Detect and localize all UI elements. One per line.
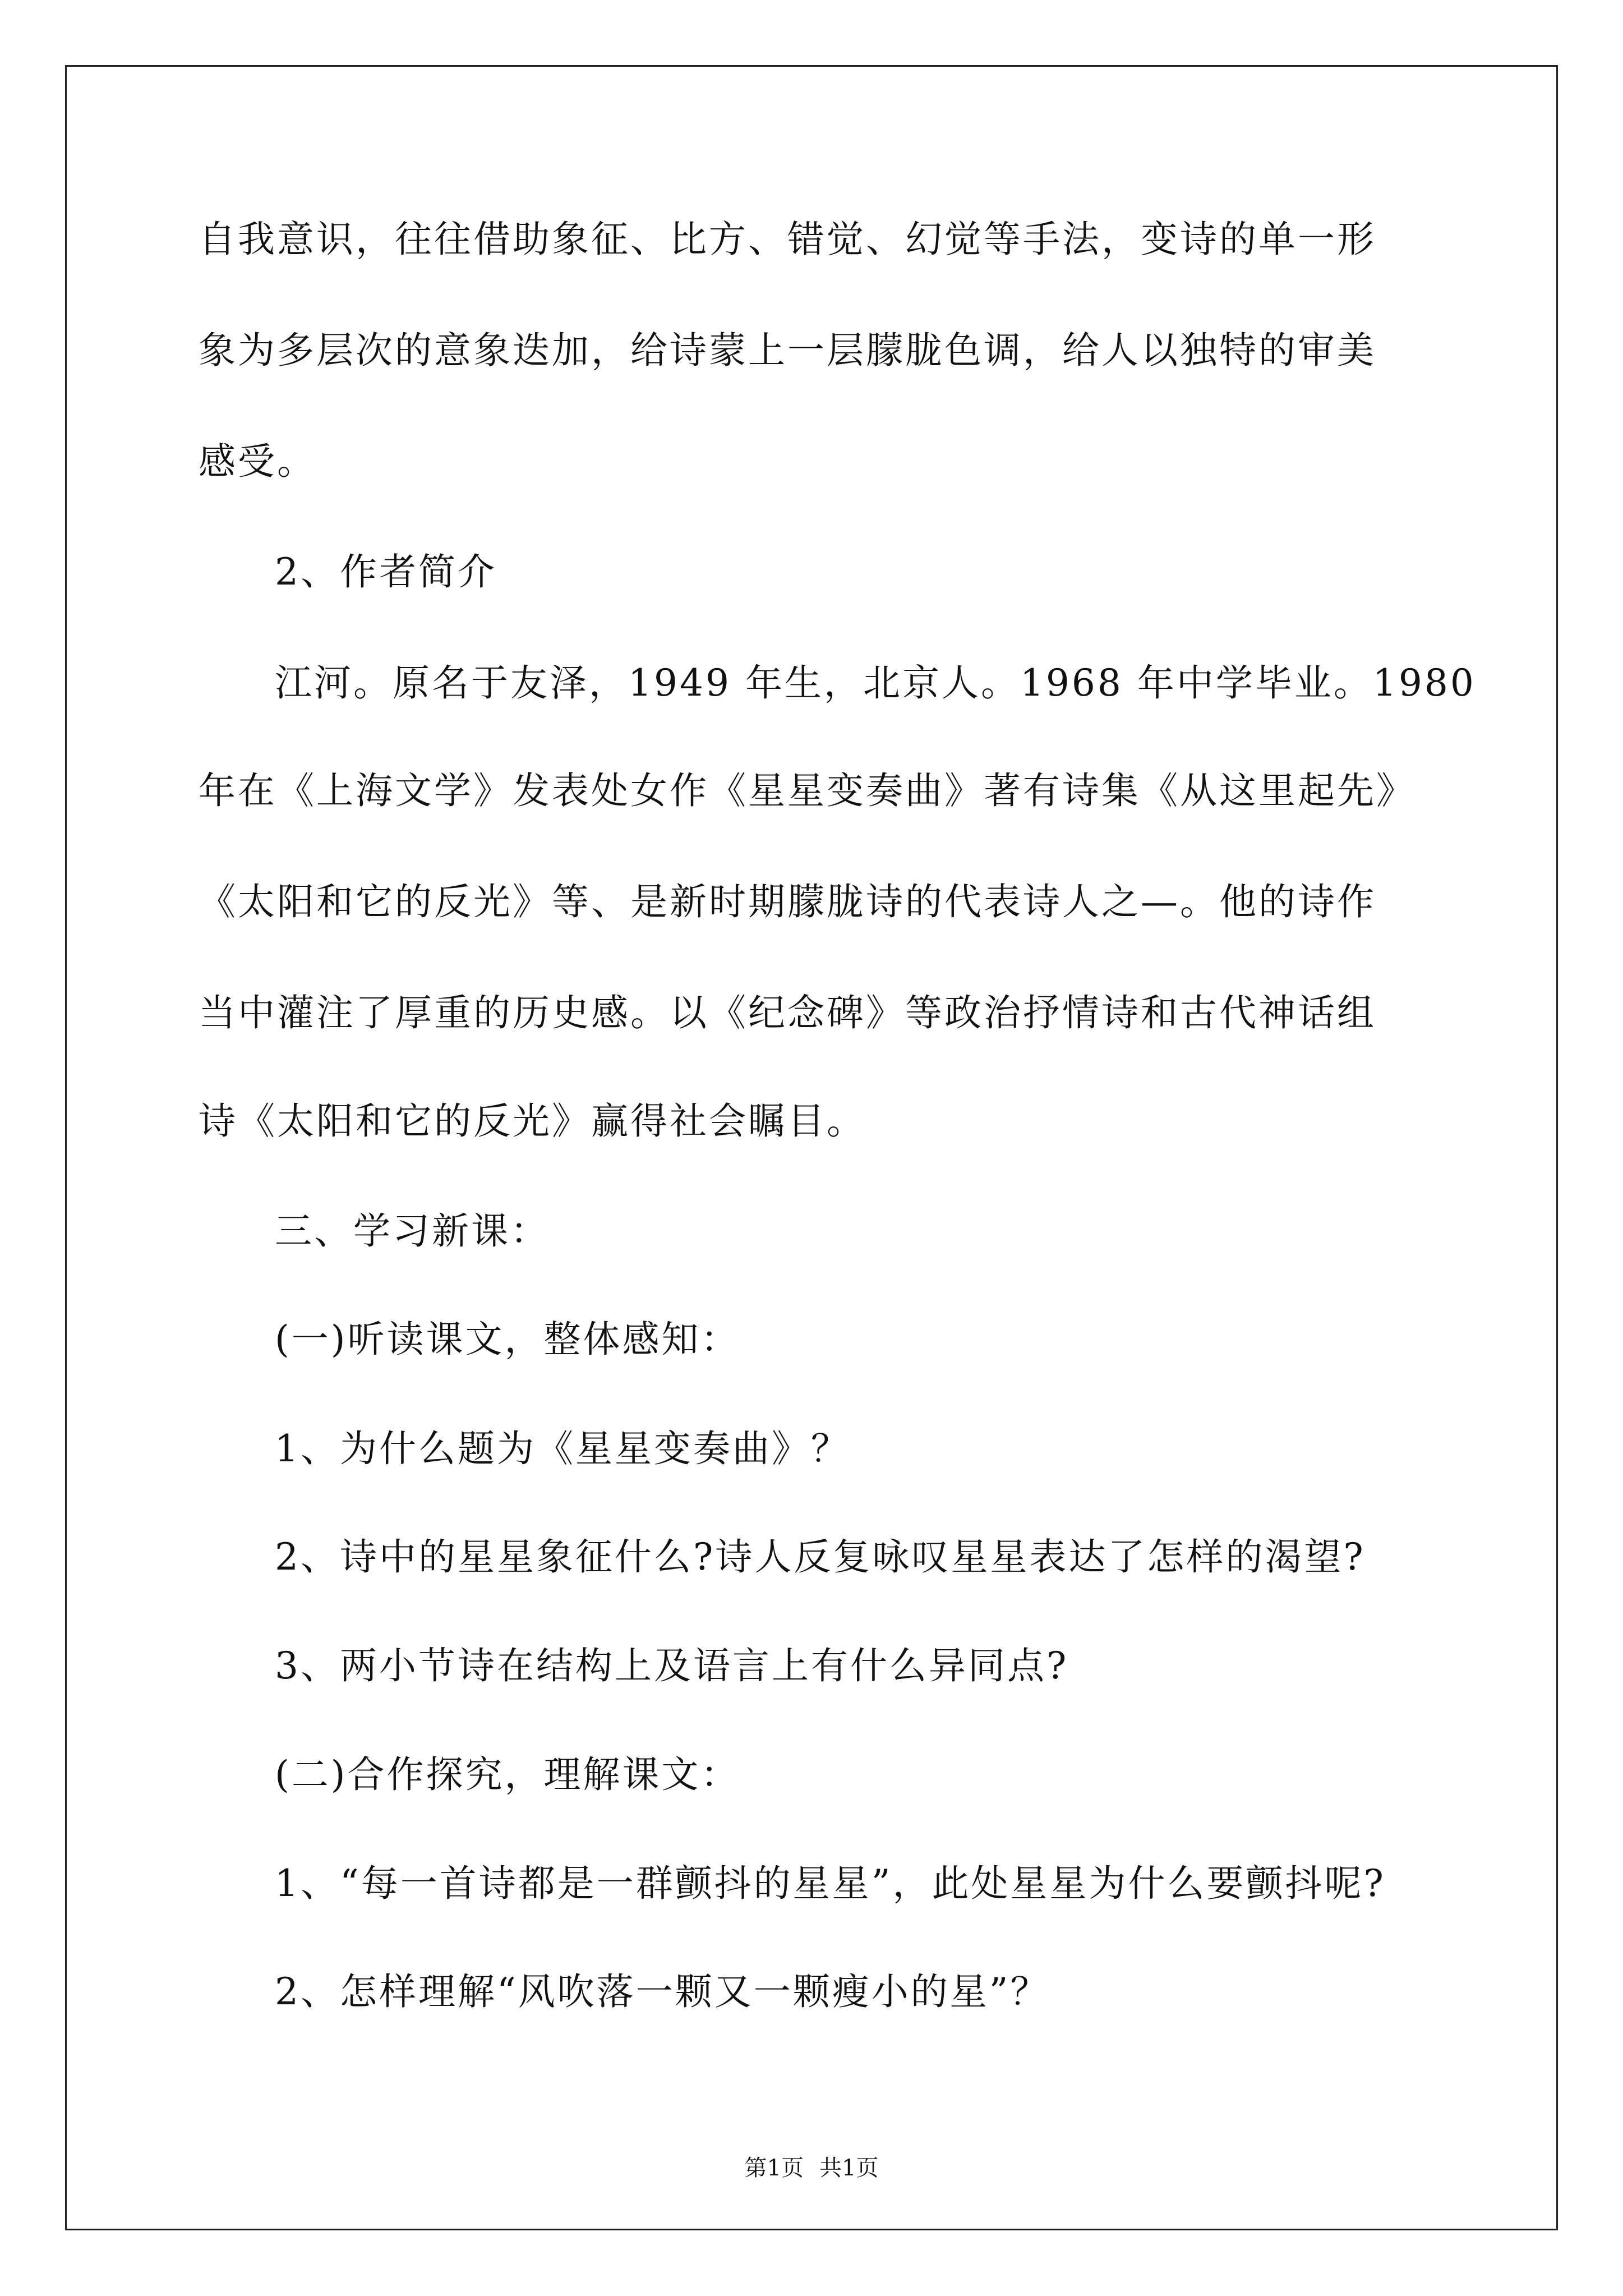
subsection-heading: (二)合作探究，理解课文： (275, 1753, 740, 1796)
question-item: 1、“每一首诗都是一群颤抖的星星”，此处星星为什么要颤抖呢? (275, 1862, 1386, 1905)
paragraph-line: 《太阳和它的反光》等、是新时期朦胧诗的代表诗人之—。他的诗作 (199, 880, 1376, 923)
paragraph-line: 感受。 (199, 440, 316, 483)
subsection-heading: (一)听读课文，整体感知： (275, 1318, 740, 1361)
paragraph-line: 当中灌注了厚重的历史感。以《纪念碑》等政治抒情诗和古代神话组 (199, 991, 1376, 1034)
question-item: 2、怎样理解“风吹落一颗又一颗瘦小的星”？ (275, 1970, 1050, 2013)
question-item: 2、诗中的星星象征什么?诗人反复咏叹星星表达了怎样的渴望? (275, 1535, 1366, 1579)
paragraph-line: 自我意识，往往借助象征、比方、错觉、幻觉等手法，变诗的单一形 (199, 218, 1376, 261)
section-heading: 三、学习新课： (275, 1209, 550, 1253)
page-number-current: 第1页 (744, 2155, 804, 2181)
paragraph-line: 象为多层次的意象迭加，给诗蒙上一层朦胧色调，给人以独特的审美 (199, 329, 1376, 372)
question-item: 3、两小节诗在结构上及语言上有什么异同点? (275, 1644, 1069, 1687)
paragraph-line: 年在《上海文学》发表处女作《星星变奏曲》著有诗集《从这里起先》 (199, 769, 1415, 812)
section-heading: 2、作者简介 (275, 550, 497, 593)
page-footer (0, 2151, 1623, 2185)
page-number-total: 共1页 (819, 2155, 879, 2181)
paragraph-line: 江河。原名于友泽，1949 年生，北京人。1968 年中学毕业。1980 (275, 661, 1476, 705)
question-item: 1、为什么题为《星星变奏曲》？ (275, 1427, 850, 1470)
paragraph-line: 诗《太阳和它的反光》赢得社会瞩目。 (199, 1099, 866, 1143)
